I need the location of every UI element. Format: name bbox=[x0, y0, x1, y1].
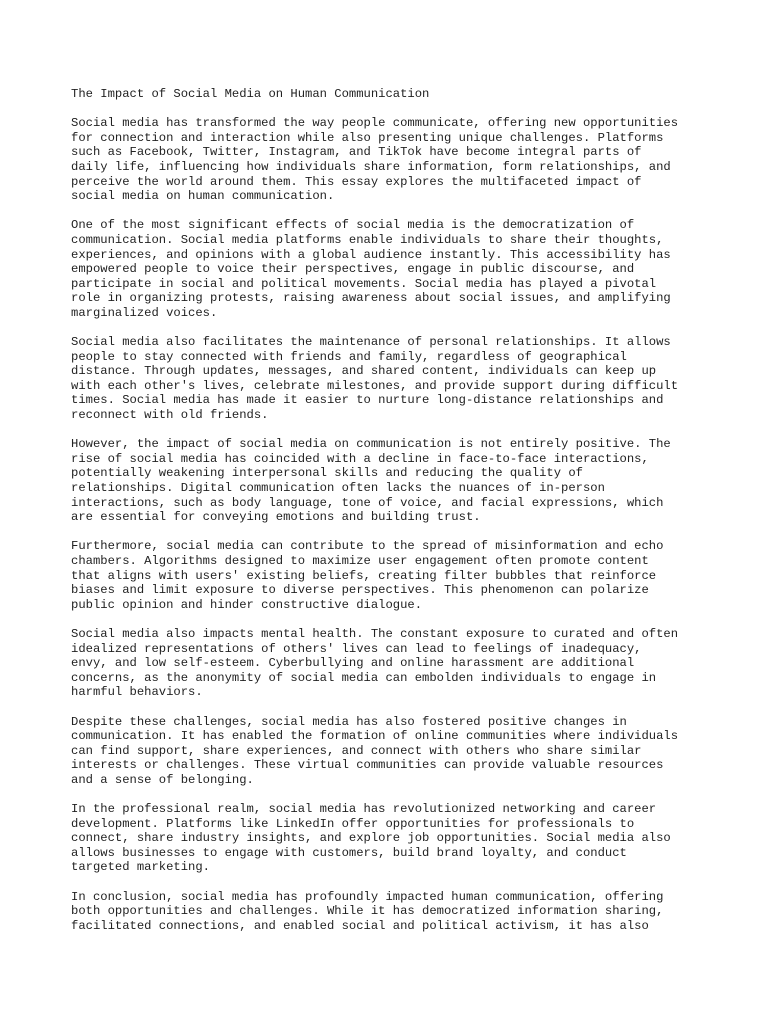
paragraph-professional: In the professional realm, social media has revolutionized networking and career development. Platforms like LinkedIn offer opportunities for professionals to connect, share industry insights, and explore job opportunities. Social media also allows businesses to engage with customers, build brand loyalty, and conduct targeted marketing. bbox=[71, 802, 671, 875]
document-page bbox=[71, 87, 711, 948]
paragraph-negative-impact: However, the impact of social media on communication is not entirely positive. The rise of social media has coincided with a decline in face-to-face interactions, potentially weakening interpersonal skills and reducing the quality of relationships. Digital communication often lacks the nuances of in-person interactions, such as body language, tone of voice, and facial expressions, which are essential for conveying emotions and building trust. bbox=[71, 437, 671, 525]
paragraph-mental-health: Social media also impacts mental health. The constant exposure to curated and often idealized representations of others' lives can lead to feelings of inadequacy, envy, and low self-esteem. Cyberbullying and online harassment are additional concerns, as the anonymity of social media can embolden individuals to engage in harmful behaviors. bbox=[71, 626, 679, 700]
paragraph-misinformation: Furthermore, social media can contribute to the spread of misinformation and echo chambers. Algorithms designed to maximize user engagement often promote content that aligns with users' existing beliefs, creating filter bubbles that reinforce biases and limit exposure to diverse perspectives. This phenomenon can polarize public opinion and hinder constructive dialogue. bbox=[71, 539, 664, 612]
paragraph-democratization: One of the most significant effects of social media is the democratization of communication. Social media platforms enable individuals to share their thoughts, experiences, and opinions with a global audience instantly. This accessibility has empowered people to voice their perspectives, engage in public discourse, and participate in social and political movements. Social media has played a pivotal role in organizing protests, raising awareness about social issues, and amplifying marginalized voices. bbox=[71, 218, 671, 320]
paragraph-conclusion: In conclusion, social media has profoundly impacted human communication, offering both opportunities and challenges. While it has democratized information sharing, facilitated connections, and enabled social and political activism, it has also bbox=[71, 889, 664, 933]
document-title: The Impact of Social Media on Human Communication bbox=[71, 87, 430, 101]
paragraph-communities: Despite these challenges, social media has also fostered positive changes in communication. It has enabled the formation of online communities where individuals can find support, share experiences, and connect with others who share similar interests or challenges. These virtual communities can provide valuable resources and a sense of belonging. bbox=[71, 714, 679, 787]
paragraph-relationships: Social media also facilitates the maintenance of personal relationships. It allows people to stay connected with friends and family, regardless of geographical distance. Through updates, messages, and shared content, individuals can keep up with each other's lives, celebrate milestones, and provide support during difficult times. Social media has made it easier to nurture long-distance relationships and reconnect with old friends. bbox=[71, 335, 679, 423]
paragraph-intro: Social media has transformed the way people communicate, offering new opportunities for connection and interaction while also presenting unique challenges. Platforms such as Facebook, Twitter, Instagram, and TikTok have become integral parts of daily life, influencing how individuals share information, form relationships, and perceive the world around them. This essay explores the multifaceted impact of social media on human communication. bbox=[71, 116, 679, 204]
